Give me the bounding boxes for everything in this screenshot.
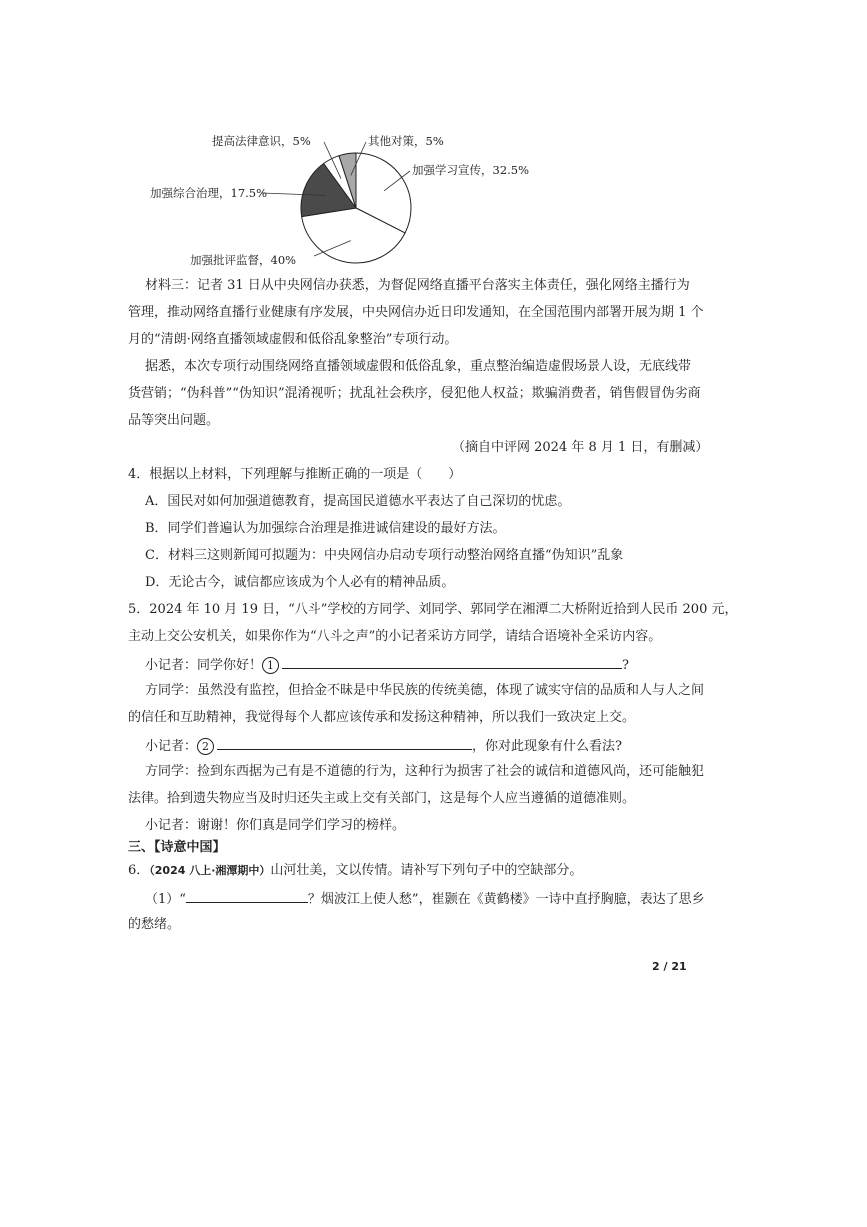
material3-line1: 材料三：记者 31 日从中央网信办获悉，为督促网络直播平台落实主体责任，强化网络主播行为 xyxy=(145,278,690,293)
section-title: 三、【诗意中国】 xyxy=(128,840,226,855)
material3-line6: 品等突出问题。 xyxy=(128,413,220,428)
reporter-1-suffix: ? xyxy=(622,658,629,673)
circle-number-1: 1 xyxy=(262,657,279,674)
answer-blank-2[interactable] xyxy=(217,735,472,750)
q4-option-d: D．无论古今，诚信都应该成为个人必有的精神品质。 xyxy=(145,575,455,590)
answer-blank-1[interactable] xyxy=(282,654,622,669)
pie-label-2: 加强批评监督，40% xyxy=(190,253,297,267)
q5-fang-1b: 的信任和互助精神，我觉得每个人都应该传承和发扬这种精神，所以我们一致决定上交。 xyxy=(128,710,636,725)
material3-source: （摘自中评网 2024 年 8 月 1 日，有删减） xyxy=(452,440,709,455)
circle-number-2: 2 xyxy=(197,738,214,755)
page-number: 2 / 21 xyxy=(652,960,687,973)
reporter-2-suffix: ，你对此现象有什么看法? xyxy=(472,739,622,754)
q5-reporter-3: 小记者：谢谢！你们真是同学们学习的榜样。 xyxy=(145,818,406,833)
q6-part1-line2: 的愁绪。 xyxy=(128,917,181,932)
pie-label-3: 加强综合治理，17.5% xyxy=(150,186,268,200)
reporter-1-prefix: 小记者：同学你好！ xyxy=(145,658,263,673)
material3-line2: 管理，推动网络直播行业健康有序发展，中央网信办近日印发通知，在全国范围内部署开展为期 1 个 xyxy=(128,305,704,320)
q4-option-a: A．国民对如何加强道德教育，提高国民道德水平表达了自己深切的忧虑。 xyxy=(145,494,571,509)
pie-label-1: 加强学习宣传，32.5% xyxy=(412,163,530,177)
q5-reporter-2 xyxy=(145,735,622,757)
q6-stem-text: 山河壮美，文以传情。请补写下列句子中的空缺部分。 xyxy=(270,863,583,878)
pie-label-5: 其他对策，5% xyxy=(368,134,444,148)
material3-line5: 货营销；“伪科普”“伪知识”混淆视听；扰乱社会秩序，侵犯他人权益；欺骗消费者，销售假冒伪劣商 xyxy=(128,386,701,401)
material3-line3: 月的“清朗·网络直播领域虚假和低俗乱象整治”专项行动。 xyxy=(128,332,458,347)
q6-number: 6． xyxy=(128,863,150,878)
q4-option-b: B．同学们普遍认为加强综合治理是推进诚信建设的最好方法。 xyxy=(145,521,506,536)
q5-fang-1a: 方同学：虽然没有监控，但拾金不昧是中华民族的传统美德，体现了诚实守信的品质和人与人之间 xyxy=(145,683,705,698)
pie-chart xyxy=(140,128,580,274)
q6-part1-suffix: ？烟波江上使人愁”，崔颢在《黄鹤楼》一诗中直抒胸臆，表达了思乡 xyxy=(307,892,705,907)
q6-part1-prefix: （1）“ xyxy=(145,892,186,907)
material3-line4: 据悉，本次专项行动围绕网络直播领域虚假和低俗乱象，重点整治编造虚假场景人设，无底线带 xyxy=(145,359,692,374)
q4-stem: 4．根据以上材料，下列理解与推断正确的一项是（ ） xyxy=(128,467,462,482)
q5-stem-line1: 5．2024 年 10 月 19 日，“八斗”学校的方同学、刘同学、郭同学在湘潭二大桥附近拾到人民币 200 元， xyxy=(128,602,738,617)
answer-blank-3[interactable] xyxy=(186,888,308,903)
q5-fang-2b: 法律。拾到遗失物应当及时归还失主或上交有关部门，这是每个人应当遵循的道德准则。 xyxy=(128,791,636,806)
q6-tag: （2024 八上·湘潭期中） xyxy=(149,864,271,877)
q6-part1 xyxy=(145,888,705,910)
q5-stem-line2: 主动上交公安机关，如果你作为“八斗之声”的小记者采访方同学，请结合语境补全采访内容。 xyxy=(128,629,662,644)
q4-option-c: C．材料三这则新闻可拟题为：中央网信办启动专项行动整治网络直播“伪知识”乱象 xyxy=(145,548,624,563)
reporter-2-prefix: 小记者： xyxy=(145,739,198,754)
q5-reporter-1 xyxy=(145,654,629,676)
pie-label-4: 提高法律意识，5% xyxy=(212,134,311,148)
q6-stem xyxy=(128,861,688,881)
q5-fang-2a: 方同学：捡到东西据为己有是不道德的行为，这种行为损害了社会的诚信和道德风尚，还可能触犯 xyxy=(145,764,705,779)
